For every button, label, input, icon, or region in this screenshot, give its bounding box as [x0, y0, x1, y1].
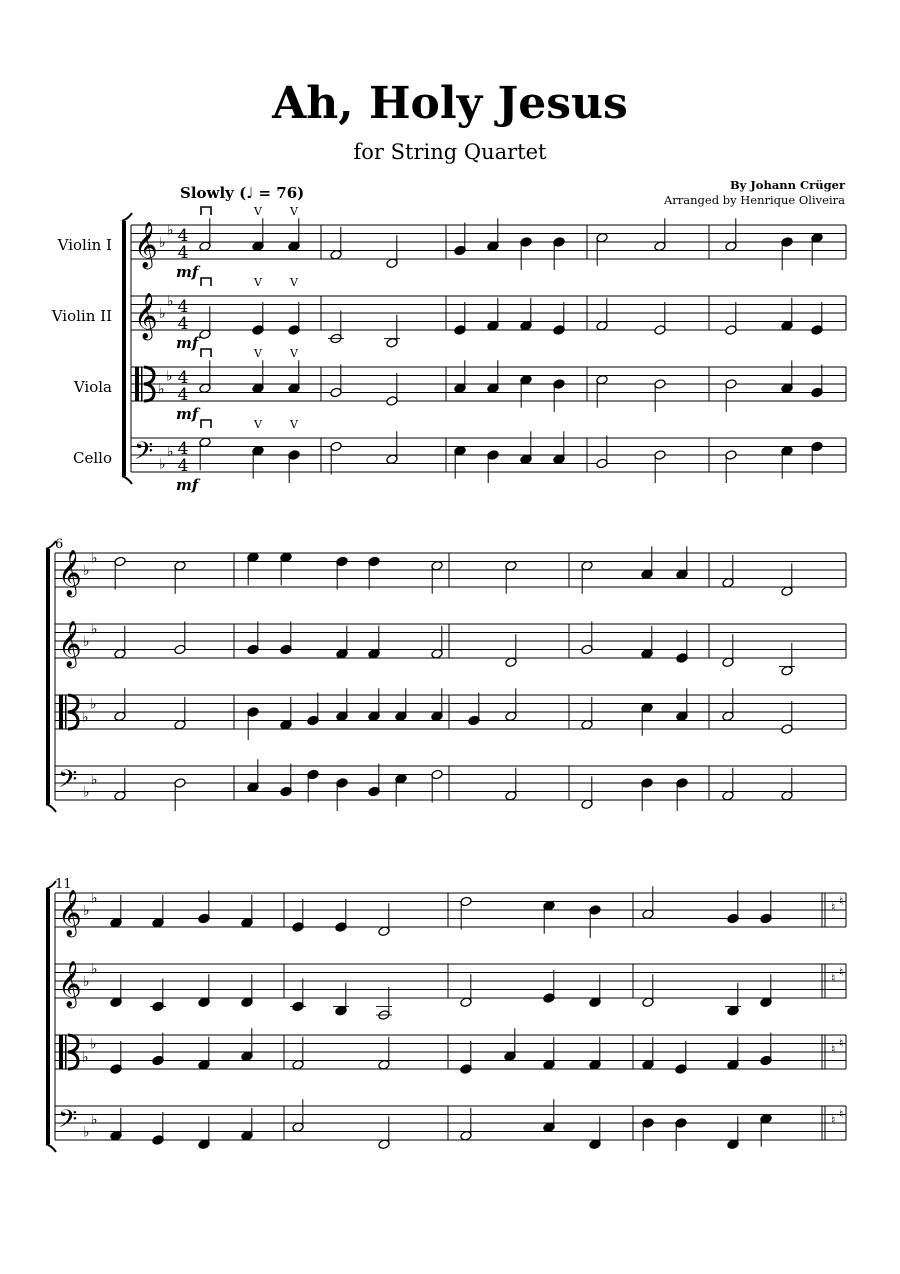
note	[333, 983, 349, 1016]
note	[288, 360, 300, 393]
note	[280, 552, 292, 585]
clef-bass-icon: 𝄢	[134, 437, 154, 472]
note	[641, 702, 653, 735]
note	[199, 360, 211, 393]
note	[596, 374, 608, 407]
note	[722, 688, 734, 721]
note	[722, 555, 734, 588]
note	[460, 1041, 472, 1074]
note	[431, 688, 443, 721]
key-signature-flat-1: ♭	[91, 890, 98, 907]
note	[725, 450, 737, 483]
note	[110, 1108, 122, 1141]
time-signature-top: 4	[177, 368, 189, 388]
key-signature-flat-0: ♭	[83, 974, 90, 990]
note	[174, 778, 186, 811]
clef-treble-icon: 𝄞	[134, 222, 158, 268]
note	[487, 450, 499, 483]
alto-clef-bar-thin	[141, 367, 143, 401]
note	[280, 622, 292, 655]
note	[114, 626, 126, 659]
up-bow-icon: V	[254, 205, 262, 218]
up-bow-icon: V	[254, 418, 262, 431]
note	[288, 302, 300, 335]
quarter-note-icon: ♩	[246, 184, 254, 202]
note	[641, 546, 653, 579]
bracket-hook-top-0	[122, 213, 132, 221]
instrument-label-cello: Cello	[73, 449, 112, 467]
note	[384, 315, 400, 348]
alto-clef-bar-thick	[135, 367, 139, 401]
note	[307, 769, 319, 802]
key-change-natural-icon: ♮	[839, 894, 844, 908]
up-bow-icon: V	[290, 418, 298, 431]
dynamic-mf: mf	[176, 334, 199, 352]
instrument-label-violin-1: Violin I	[57, 236, 112, 254]
time-signature-bottom: 4	[177, 314, 189, 334]
down-bow-icon	[201, 278, 211, 286]
note	[328, 311, 344, 344]
note	[174, 560, 186, 593]
key-signature-flat-1: ♭	[91, 1111, 98, 1128]
note	[641, 626, 653, 659]
note	[505, 688, 517, 721]
key-signature-flat-0: ♭	[83, 784, 90, 801]
key-signature-flat-0: ♭	[83, 634, 90, 650]
key-signature-flat-1: ♭	[91, 961, 98, 978]
note	[252, 218, 264, 251]
note	[725, 983, 741, 1016]
tempo-text: Slowly (	[180, 184, 247, 202]
dynamic-mf: mf	[176, 405, 199, 423]
note	[336, 688, 348, 721]
key-signature-flat-1: ♭	[167, 293, 174, 310]
note	[811, 302, 823, 335]
note	[520, 298, 532, 331]
note	[241, 974, 253, 1007]
note	[288, 450, 300, 483]
key-signature-flat-1: ♭	[167, 222, 174, 239]
alto-clef-bar-thick	[59, 695, 63, 729]
note	[781, 768, 793, 801]
note	[654, 450, 666, 483]
note	[589, 974, 601, 1007]
note	[676, 688, 688, 721]
time-signature-bottom: 4	[177, 456, 189, 476]
note	[152, 1033, 164, 1066]
note	[386, 373, 398, 406]
note	[487, 360, 499, 393]
note	[581, 697, 593, 730]
note	[760, 1033, 772, 1066]
note	[330, 227, 342, 260]
key-signature-flat-0: ♭	[83, 1124, 90, 1141]
system-bracket-1	[46, 549, 50, 804]
note	[454, 445, 466, 478]
clef-treble-icon: 𝄞	[58, 621, 82, 667]
note	[454, 360, 466, 393]
key-change-natural-icon: ♮	[839, 1036, 844, 1050]
note	[727, 891, 739, 924]
key-change-natural-icon: ♮	[839, 1107, 844, 1121]
note	[247, 707, 259, 740]
note	[589, 1116, 601, 1149]
note	[280, 697, 292, 730]
note	[378, 1116, 390, 1149]
key-signature-flat-1: ♭	[91, 550, 98, 567]
note	[307, 693, 319, 726]
note	[543, 1099, 555, 1132]
score-title: Ah, Holy Jesus	[272, 78, 628, 129]
bracket-hook-bottom-1	[46, 804, 56, 812]
key-signature-flat-1: ♭	[91, 621, 98, 638]
note	[553, 237, 565, 270]
note	[722, 634, 734, 667]
note	[581, 622, 593, 655]
note	[589, 905, 601, 938]
note	[543, 970, 555, 1003]
note	[589, 1037, 601, 1070]
note	[505, 634, 517, 667]
bracket-hook-bottom-2	[46, 1144, 56, 1152]
note	[252, 445, 264, 478]
time-signature-top: 4	[177, 226, 189, 246]
note	[811, 441, 823, 474]
note	[198, 891, 210, 924]
note	[520, 237, 532, 270]
key-change-natural-icon: ♮	[831, 971, 836, 985]
note	[431, 560, 443, 593]
note	[642, 886, 654, 919]
note	[553, 379, 565, 412]
note	[241, 1028, 253, 1061]
clef-treble-icon: 𝄞	[134, 293, 158, 339]
note	[292, 899, 304, 932]
key-signature-flat-1: ♭	[166, 368, 173, 385]
note	[760, 974, 772, 1007]
arranger-credit: Arranged by Henrique Oliveira	[663, 193, 845, 207]
note	[676, 546, 688, 579]
key-signature-flat-0: ♭	[158, 381, 165, 398]
note	[596, 436, 608, 469]
note	[460, 1108, 472, 1141]
note	[241, 895, 253, 928]
composer-credit: By Johann Crüger	[729, 178, 845, 192]
note	[378, 1037, 390, 1070]
instrument-label-violin-2: Violin II	[51, 307, 112, 325]
key-signature-flat-0: ♭	[159, 456, 166, 473]
note	[150, 979, 166, 1012]
note	[725, 379, 737, 412]
note	[781, 701, 793, 734]
note	[781, 237, 793, 270]
note	[654, 379, 666, 412]
key-signature-flat-1: ♭	[91, 771, 98, 788]
alto-clef-bar-thick	[59, 1035, 63, 1069]
note	[368, 556, 380, 589]
down-bow-icon	[201, 207, 211, 215]
note	[725, 302, 737, 335]
note	[198, 974, 210, 1007]
time-signature-bottom: 4	[177, 385, 189, 405]
note	[336, 556, 348, 589]
note	[811, 365, 823, 398]
alto-clef-bar-thin	[65, 695, 67, 729]
key-change-natural-icon: ♮	[831, 1113, 836, 1127]
note	[368, 626, 380, 659]
note	[368, 688, 380, 721]
note	[431, 626, 443, 659]
note	[460, 896, 472, 929]
note	[368, 764, 380, 797]
key-signature-flat-1: ♭	[90, 1036, 97, 1053]
note	[727, 1116, 739, 1149]
note	[198, 1037, 210, 1070]
up-bow-icon: V	[290, 205, 298, 218]
key-signature-flat-1: ♭	[167, 443, 174, 460]
up-bow-icon: V	[254, 276, 262, 289]
key-change-natural-icon: ♮	[831, 900, 836, 914]
tempo-value: = 76)	[253, 184, 305, 202]
time-signature-bottom: 4	[177, 243, 189, 263]
note	[330, 441, 342, 474]
note	[781, 563, 793, 596]
note	[654, 218, 666, 251]
note	[395, 773, 407, 806]
instrument-label-viola: Viola	[73, 378, 112, 396]
note	[596, 232, 608, 265]
note	[581, 560, 593, 593]
note	[252, 360, 264, 393]
note	[247, 552, 259, 585]
note	[454, 302, 466, 335]
key-signature-flat-0: ♭	[82, 709, 89, 726]
note	[781, 298, 793, 331]
measure-number: 6	[55, 537, 64, 552]
note	[114, 688, 126, 721]
note	[596, 298, 608, 331]
note	[642, 974, 654, 1007]
down-bow-icon	[201, 349, 211, 357]
note	[520, 431, 532, 464]
note	[241, 1108, 253, 1141]
key-change-natural-icon: ♮	[831, 1042, 836, 1056]
dynamic-mf: mf	[176, 263, 199, 281]
note	[198, 1116, 210, 1149]
note	[779, 643, 795, 676]
up-bow-icon: V	[290, 276, 298, 289]
note	[199, 306, 211, 339]
note	[504, 1028, 516, 1061]
up-bow-icon: V	[290, 347, 298, 360]
key-signature-flat-0: ♭	[83, 903, 90, 919]
system-bracket-2	[46, 889, 50, 1144]
note	[292, 1037, 304, 1070]
clef-bass-icon: 𝄢	[58, 1105, 78, 1140]
note	[152, 895, 164, 928]
key-change-natural-icon: ♮	[839, 965, 844, 979]
note	[335, 899, 347, 932]
note	[781, 360, 793, 393]
note	[722, 768, 734, 801]
key-signature-flat-0: ♭	[82, 1049, 89, 1066]
note	[454, 223, 466, 256]
note	[760, 891, 772, 924]
note	[247, 622, 259, 655]
note	[642, 1118, 654, 1151]
key-signature-flat-0: ♭	[159, 306, 166, 322]
note	[460, 974, 472, 1007]
note	[336, 778, 348, 811]
note	[280, 764, 292, 797]
clef-treble-icon: 𝄞	[58, 550, 82, 596]
note	[760, 1113, 772, 1146]
note	[727, 1037, 739, 1070]
note	[725, 218, 737, 251]
note	[330, 365, 342, 398]
note	[152, 1112, 164, 1145]
note	[468, 693, 480, 726]
note	[811, 232, 823, 265]
note	[199, 218, 211, 251]
key-signature-flat-1: ♭	[90, 696, 97, 713]
key-signature-flat-0: ♭	[83, 563, 90, 579]
system-bracket-0	[122, 221, 126, 476]
note	[114, 556, 126, 589]
note	[675, 1041, 687, 1074]
note	[110, 1041, 122, 1074]
measure-number: 11	[55, 877, 72, 892]
note	[110, 895, 122, 928]
note	[675, 1118, 687, 1151]
note	[487, 218, 499, 251]
note	[290, 979, 306, 1012]
clef-bass-icon: 𝄢	[58, 765, 78, 800]
note	[676, 778, 688, 811]
note	[505, 768, 517, 801]
bracket-hook-bottom-0	[122, 476, 132, 484]
note	[174, 622, 186, 655]
note	[288, 218, 300, 251]
score-subtitle: for String Quartet	[353, 140, 547, 164]
note	[487, 298, 499, 331]
note	[386, 235, 398, 268]
down-bow-icon	[201, 420, 211, 428]
note	[376, 987, 392, 1020]
note	[336, 626, 348, 659]
note	[505, 560, 517, 593]
clef-treble-icon: 𝄞	[58, 961, 82, 1007]
alto-clef-bar-thin	[65, 1035, 67, 1069]
note	[641, 778, 653, 811]
note	[174, 697, 186, 730]
note	[252, 302, 264, 335]
dynamic-mf: mf	[176, 476, 199, 494]
note	[553, 431, 565, 464]
key-signature-flat-0: ♭	[159, 235, 166, 251]
note	[431, 769, 443, 802]
time-signature-top: 4	[177, 297, 189, 317]
note	[114, 768, 126, 801]
note	[581, 776, 593, 809]
note	[395, 688, 407, 721]
note	[110, 974, 122, 1007]
note	[642, 1037, 654, 1070]
note	[543, 900, 555, 933]
note	[247, 759, 259, 792]
note	[781, 445, 793, 478]
note	[676, 630, 688, 663]
note	[553, 302, 565, 335]
up-bow-icon: V	[254, 347, 262, 360]
note	[386, 431, 398, 464]
time-signature-top: 4	[177, 439, 189, 459]
note	[292, 1099, 304, 1132]
note	[199, 437, 211, 470]
note	[654, 302, 666, 335]
note	[378, 903, 390, 936]
clef-treble-icon: 𝄞	[58, 890, 82, 936]
note	[543, 1037, 555, 1070]
note	[520, 374, 532, 407]
